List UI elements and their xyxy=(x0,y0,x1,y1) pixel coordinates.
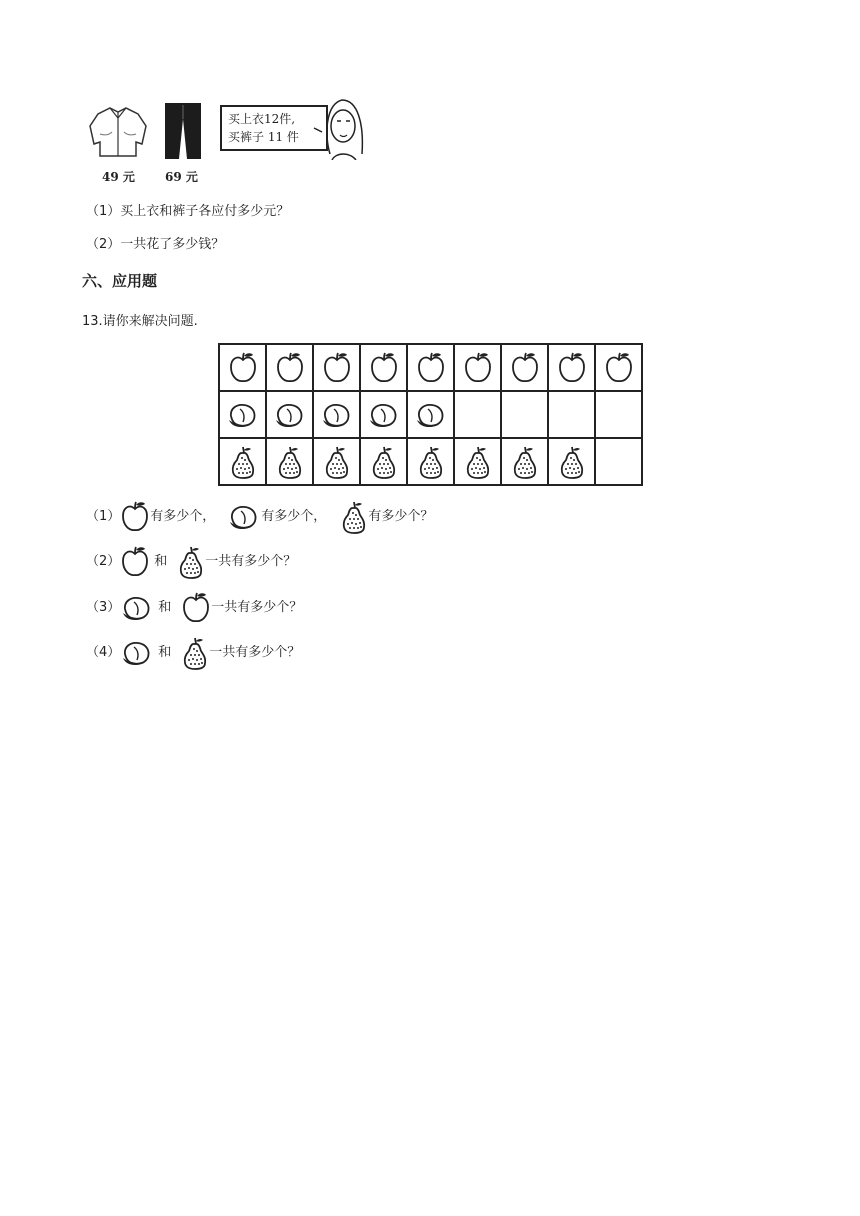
q4-and: 和 xyxy=(158,645,172,660)
question-12-1: （1）买上衣和裤子各应付多少元？ xyxy=(86,204,290,219)
apple-row xyxy=(219,344,642,391)
pants-price: 69 元 xyxy=(165,170,198,184)
apple-icon xyxy=(120,544,150,580)
pear-cell xyxy=(548,438,595,485)
pear-icon xyxy=(464,443,492,481)
peach-icon xyxy=(227,501,261,533)
pear-icon xyxy=(177,543,205,581)
empty-cell xyxy=(501,391,548,438)
pear-cell xyxy=(407,438,454,485)
empty-cell xyxy=(454,391,501,438)
peach-cell xyxy=(360,391,407,438)
peach-icon xyxy=(367,399,401,431)
pear-cell xyxy=(219,438,266,485)
q4-prefix: （4） xyxy=(86,645,121,660)
apple-icon xyxy=(322,350,352,386)
woman-icon xyxy=(312,94,372,160)
peach-icon xyxy=(226,399,260,431)
apple-icon xyxy=(120,499,150,535)
pear-row xyxy=(219,438,642,485)
peach-cell xyxy=(219,391,266,438)
apple-icon xyxy=(463,350,493,386)
pear-cell xyxy=(454,438,501,485)
question-13-2 xyxy=(86,543,296,581)
apple-cell xyxy=(454,344,501,391)
pear-icon xyxy=(558,443,586,481)
peach-icon xyxy=(273,399,307,431)
q2-prefix: （2） xyxy=(86,554,121,569)
q3-and: 和 xyxy=(158,600,172,615)
apple-cell xyxy=(548,344,595,391)
peach-icon xyxy=(120,637,154,669)
q1-text-apple: 有多少个， xyxy=(150,509,216,524)
empty-cell xyxy=(595,438,642,485)
apple-icon xyxy=(369,350,399,386)
fruit-grid-container xyxy=(218,343,643,486)
problem-13-title: 13.请你来解决问题. xyxy=(82,314,198,329)
peach-cell xyxy=(266,391,313,438)
jacket-price: 49 元 xyxy=(102,170,135,184)
apple-icon xyxy=(228,350,258,386)
pear-icon xyxy=(323,443,351,481)
peach-icon xyxy=(320,399,354,431)
pants-icon xyxy=(163,101,203,161)
q2-tail: 一共有多少个？ xyxy=(205,554,297,569)
apple-icon xyxy=(557,350,587,386)
q3-tail: 一共有多少个？ xyxy=(211,600,303,615)
pear-icon xyxy=(229,443,257,481)
jacket-illustration xyxy=(86,104,150,164)
apple-cell xyxy=(360,344,407,391)
q2-and: 和 xyxy=(154,554,168,569)
pear-icon xyxy=(276,443,304,481)
apple-cell xyxy=(501,344,548,391)
peach-icon xyxy=(120,592,154,624)
empty-cell xyxy=(595,391,642,438)
question-13-3 xyxy=(86,590,302,626)
peach-icon xyxy=(414,399,448,431)
question-13-4 xyxy=(86,634,300,672)
apple-icon xyxy=(275,350,305,386)
apple-cell xyxy=(313,344,360,391)
apple-icon xyxy=(416,350,446,386)
q1-text-peach: 有多少个， xyxy=(261,509,327,524)
pear-icon xyxy=(181,634,209,672)
jacket-icon xyxy=(86,104,150,160)
section-heading: 六、应用题 xyxy=(82,272,158,290)
pear-icon xyxy=(340,498,368,536)
apple-cell xyxy=(219,344,266,391)
woman-illustration xyxy=(312,94,372,164)
pear-icon xyxy=(370,443,398,481)
pants-illustration xyxy=(163,101,203,165)
q3-prefix: （3） xyxy=(86,600,121,615)
pear-cell xyxy=(501,438,548,485)
fruit-grid xyxy=(218,343,643,486)
apple-cell xyxy=(407,344,454,391)
empty-cell xyxy=(548,391,595,438)
apple-icon xyxy=(604,350,634,386)
peach-cell xyxy=(313,391,360,438)
q1-prefix: （1） xyxy=(86,509,121,524)
apple-cell xyxy=(266,344,313,391)
question-12-2: （2）一共花了多少钱？ xyxy=(86,237,225,252)
speech-line-1: 买上衣12件, xyxy=(228,112,296,126)
pear-cell xyxy=(266,438,313,485)
q1-text-pear: 有多少个？ xyxy=(368,509,434,524)
pear-icon xyxy=(417,443,445,481)
apple-cell xyxy=(595,344,642,391)
peach-row xyxy=(219,391,642,438)
question-13-1 xyxy=(86,498,433,536)
apple-icon xyxy=(181,590,211,626)
pear-cell xyxy=(313,438,360,485)
speech-line-2: 买裤子 11 件 xyxy=(228,130,299,144)
peach-cell xyxy=(407,391,454,438)
pear-cell xyxy=(360,438,407,485)
q4-tail: 一共有多少个？ xyxy=(209,645,301,660)
apple-icon xyxy=(510,350,540,386)
pear-icon xyxy=(511,443,539,481)
